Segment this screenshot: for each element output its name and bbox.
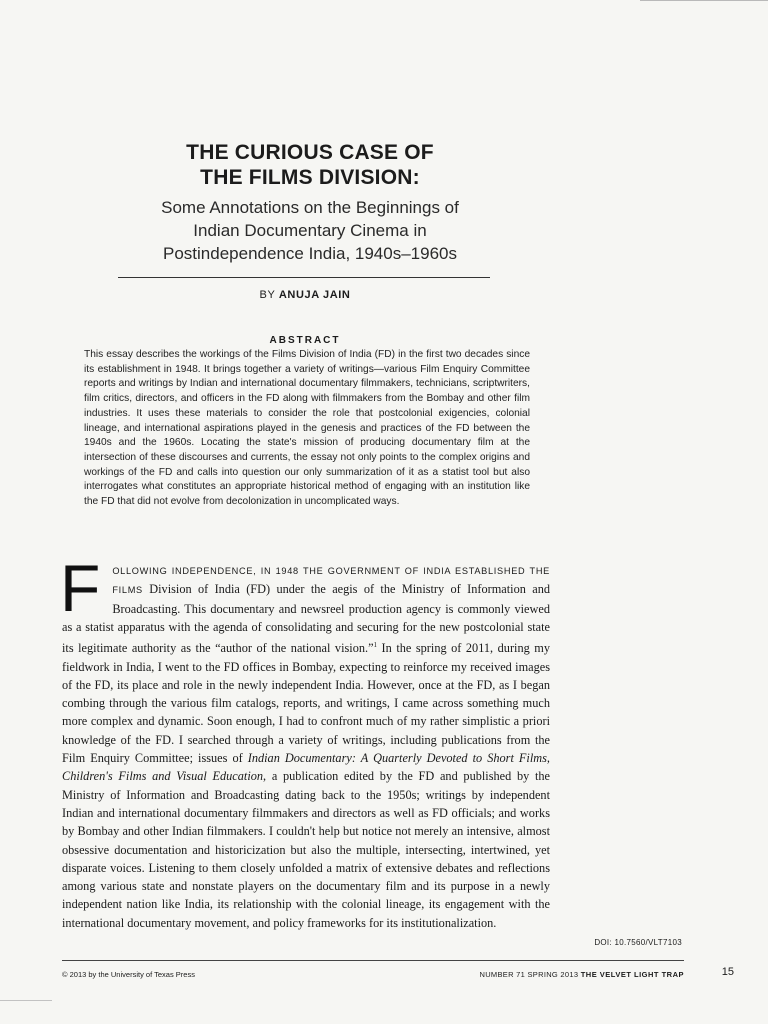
footnote-ref[interactable]: 1 xyxy=(373,641,378,650)
article-subtitle xyxy=(110,196,510,265)
body-paragraph xyxy=(60,551,550,932)
byline xyxy=(0,289,610,301)
journal-name: THE VELVET LIGHT TRAP xyxy=(580,970,684,979)
drop-cap: F xyxy=(60,551,101,625)
scan-edge-line xyxy=(0,1000,52,1001)
article-header xyxy=(110,140,510,265)
author-name: ANUJA JAIN xyxy=(278,289,351,301)
copyright-notice: © 2013 by the University of Texas Press xyxy=(62,970,195,979)
title-divider xyxy=(118,277,490,278)
subtitle-line: Indian Documentary Cinema in xyxy=(193,221,427,240)
doi: DOI: 10.7560/VLT7103 xyxy=(594,938,682,947)
body-text-part: Division of India (FD) under the aegis of the Ministry of Information and Broadcasting. This documentary and newsreel production agency is commonly viewed as a statist apparatus with the agenda of consolidating and securing for the new postcolonial state its legitimate authority as the “author of the national vision.” xyxy=(62,582,550,656)
issue-label: NUMBER 71 SPRING 2013 xyxy=(479,970,579,979)
title-line: THE CURIOUS CASE OF xyxy=(186,141,434,164)
journal-issue-info xyxy=(479,970,684,979)
subtitle-line: Some Annotations on the Beginnings of xyxy=(161,198,459,217)
abstract-text: This essay describes the workings of the Films Division of India (FD) in the first two decades since its establishment in 1948. It brings together a variety of writings—various Film Enquiry Committee reports and writings by Indian and international documentary filmmakers, technicians, scriptwriters, film critics, directors, and officers in the FD along with filmmakers from the Bombay and other film industries. It uses these materials to consider the role that postcolonial exigencies, colonial lineage, and international aspirations played in the genesis and practices of the FD between the 1940s and the 1960s. Locating the state's mission of producing documentary film at the intersection of these discourses and currents, the essay not only points to the complex origins and workings of the FD and calls into question our only summarization of it as a statist tool but also interrogates what constitutes an appropriate historical method of engaging with an institution like the FD that did not evolve from decolonization in uncomplicated ways. xyxy=(84,349,530,508)
scan-edge-line xyxy=(640,0,768,1)
page-number: 15 xyxy=(721,966,734,978)
subtitle-line: Postindependence India, 1940s–1960s xyxy=(163,244,457,263)
journal-title: Indian Documentary: A Quarterly Devoted to Short Films, Children's Films and Visual Education xyxy=(62,751,550,784)
abstract-heading: ABSTRACT xyxy=(269,335,341,346)
body-text-part: In the spring of 2011, during my fieldwork in India, I went to the FD offices in Bombay, expecting to reinforce my received images of the FD, its place and role in the newly independent India. However, once at the FD, as I began combing through the various film catalogs, reports, and writings, I came across something much more complex and dynamic. Soon enough, I had to confront much of my rather simplistic a priori knowledge of the FD. I searched through a variety of writings, including publications from the Film Enquiry Committee; issues of xyxy=(62,641,550,766)
lead-in-smallcaps: OLLOWING INDEPENDENCE, IN 1948 THE GOVERNMENT OF INDIA ESTABLISHED THE FILMS xyxy=(112,566,550,596)
byline-prefix: BY xyxy=(259,289,276,301)
body-text-part: , a publication edited by the FD and published by the Ministry of Information and Broadcasting dating back to the 1950s; writings by independent Indian and international documentary filmmakers and directors as well as FD officials; and works by Bombay and other Indian filmmakers. I couldn't help but notice not merely an intensive, almost obsessive documentation and historicization but also the multiple, intersecting, intertwined, yet disparate voices. Listening to them closely unfolded a matrix of extensive debates and reflections among various state and nonstate players on the documentary film and its purpose in a newly independent nation like India, its relationship with the colonial lineage, its engagement with the international documentary movement, and policy frameworks for its institutionalization. xyxy=(62,769,550,930)
footer-divider xyxy=(62,960,684,961)
title-line: THE FILMS DIVISION: xyxy=(200,166,420,189)
article-title xyxy=(110,140,510,190)
